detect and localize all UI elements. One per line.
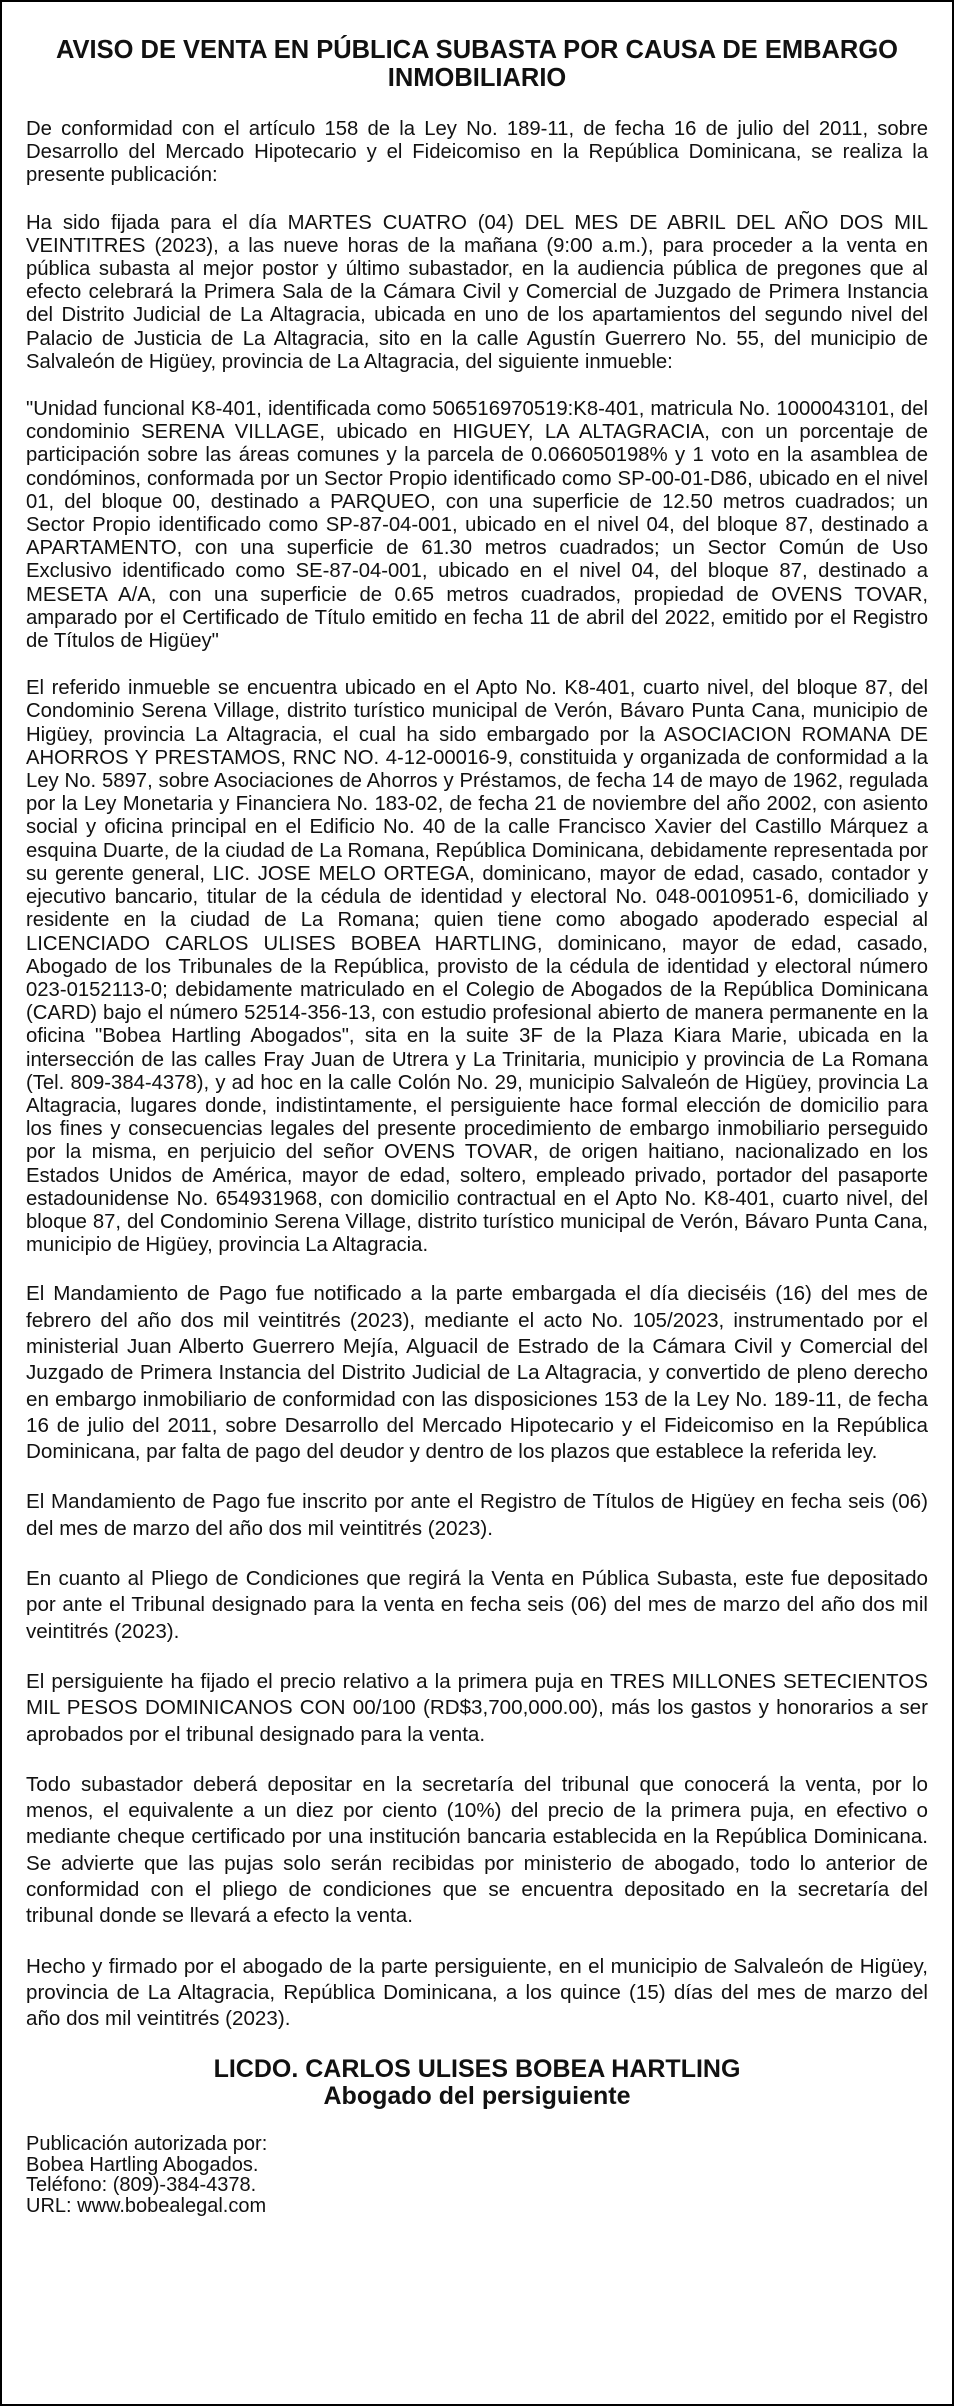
footer-url: URL: www.bobealegal.com [26, 2194, 267, 2217]
notice-body-loose [26, 1281, 928, 2032]
notice-body-dense [26, 118, 928, 1257]
footer-phone: Teléfono: (809)-384-4378. [26, 2174, 257, 2197]
footer-firm: Bobea Hartling Abogados. [26, 2153, 259, 2176]
paragraph-intro: De conformidad con el artículo 158 de la Ley No. 189-11, de fecha 16 de julio del 2011, sobre Desarrollo del Mercado Hipotecario y el Fideicomiso en la República Dominicana, se realiza la presente publicación: [26, 118, 928, 187]
publication-footer [26, 2134, 928, 2216]
paragraph-conditions: En cuanto al Pliego de Condiciones que regirá la Venta en Pública Subasta, este fue depositado por ante el Tribunal designado para la venta en fecha seis (06) del mes de marzo del año dos mil veintitrés (2023). [26, 1567, 928, 1643]
paragraph-auction-date: Ha sido fijada para el día MARTES CUATRO (04) DEL MES DE ABRIL DEL AÑO DOS MIL VEINTITRES (2023), a las nueve horas de la mañana (9:00 a.m.), para proceder a la venta en pública subasta al mejor postor y último subastador, en la audiencia pública de pregones que al efecto celebrará la Primera Sala de la Cámara Civil y Comercial de Juzgado de Primera Instancia del Distrito Judicial de La Altagracia, ubicada en uno de los apartamientos del segundo nivel del Palacio de Justicia de La Altagracia, sito en la calle Agustín Guerrero No. 55, del municipio de Salvaleón de Higüey, provincia de La Altagracia, del siguiente inmueble: [26, 211, 928, 373]
paragraph-payment-notice: El Mandamiento de Pago fue notificado a la parte embargada el día dieciséis (16) del mes de febrero del año dos mil veintitrés (2023), mediante el acto No. 105/2023, instrumentado por el ministerial Juan Alberto Guerrero Mejía, Alguacil de Estrado de la Cámara Civil y Comercial del Juzgado de Primera Instancia del Distrito Judicial de La Altagracia, y convertido de pleno derecho en embargo inmobiliario de conformidad con las disposiciones 153 de la Ley No. 189-11, de fecha 16 de julio del 2011, sobre Desarrollo del Mercado Hipotecario y el Fideicomiso en la República Dominicana, par falta de pago del deudor y dentro de los plazos que establece la referida ley. [26, 1282, 928, 1464]
signature-name: LICDO. CARLOS ULISES BOBEA HARTLING [213, 2055, 741, 2084]
signature-role: Abogado del persiguiente [323, 2082, 631, 2111]
paragraph-price: El persiguiente ha fijado el precio relativo a la primera puja en TRES MILLONES SETECIENTOS MIL PESOS DOMINICANOS CON 00/100 (RD$3,700,000.00), más los gastos y honorarios a ser aprobados por el tribunal designado para la venta. [26, 1669, 928, 1746]
paragraph-property-description: "Unidad funcional K8-401, identificada como 506516970519:K8-401, matricula No. 1000043101, del condominio SERENA VILLAGE, ubicado en HIGUEY, LA ALTAGRACIA, con un porcentaje de participación sobre las áreas comunes y la parcela de 0.066050198% y 1 voto en la asamblea de condóminos, conformada por un Sector Propio identificado como SP-00-01-D86, ubicado en el nivel 01, del bloque 00, destinado a PARQUEO, con una superficie de 12.50 metros cuadrados; un Sector Propio identificado como SP-87-04-001, ubicado en el nivel 04, del bloque 87, destinado a APARTAMENTO, con una superficie de 61.30 metros cuadrados; un Sector Común de Uso Exclusivo identificado como SE-87-04-001, ubicado en el nivel 04, del bloque 87, destinado a MESETA A/A, con una superficie de 0.65 metros cuadrados, propiedad de OVENS TOVAR, amparado por el Certificado de Título emitido en fecha 11 de abril del 2022, emitido por el Registro de Títulos de Higüey" [26, 398, 928, 653]
paragraph-payment-registration: El Mandamiento de Pago fue inscrito por ante el Registro de Títulos de Higüey en fecha seis (06) del mes de marzo del año dos mil veintitrés (2023). [26, 1490, 928, 1540]
notice-title: AVISO DE VENTA EN PÚBLICA SUBASTA POR CAUSA DE EMBARGO INMOBILIARIO [55, 36, 899, 92]
paragraph-signed: Hecho y firmado por el abogado de la parte persiguiente, en el municipio de Salvaleón de Higüey, provincia de La Altagracia, República Dominicana, a los quince (15) días del mes de marzo del año dos mil veintitrés (2023). [26, 1954, 928, 2031]
paragraph-seizure-details: El referido inmueble se encuentra ubicado en el Apto No. K8-401, cuarto nivel, del bloque 87, del Condominio Serena Village, distrito turístico municipal de Verón, Bávaro Punta Cana, municipio de Higüey, provincia La Altagracia, el cual ha sido embargado por la ASOCIACION ROMANA DE AHORROS Y PRESTAMOS, RNC NO. 4-12-00016-9, constituida y organizada de conformidad a la Ley No. 5897, sobre Asociaciones de Ahorros y Préstamos, de fecha 14 de mayo de 1962, regulada por la Ley Monetaria y Financiera No. 183-02, de fecha 21 de noviembre del año 2002, con asiento social y oficina principal en el Edificio No. 40 de la calle Francisco Xavier del Castillo Márquez a esquina Duarte, de la ciudad de La Romana, República Dominicana, debidamente representada por su gerente general, LIC. JOSE MELO ORTEGA, dominicano, mayor de edad, casado, contador y ejecutivo bancario, titular de la cédula de identidad y electoral No. 048-0010951-6, domiciliado y residente en la ciudad de La Romana; quien tiene como abogado apoderado especial al LICENCIADO CARLOS ULISES BOBEA HARTLING, dominicano, mayor de edad, casado, Abogado de los Tribunales de la República, provisto de la cédula de identidad y electoral número 023-0152113-0; debidamente matriculado en el Colegio de Abogados de la República Dominicana (CARD) bajo el número 52514-356-13, con estudio profesional abierto de manera permanente en la oficina "Bobea Hartling Abogados", sita en la suite 3F de la Plaza Kiara Marie, ubicada en la intersección de las calles Fray Juan de Utrera y La Trinitaria, municipio y provincia de La Romana (Tel. 809-384-4378), y ad hoc en la calle Colón No. 29, municipio Salvaleón de Higüey, provincia La Altagracia, lugares donde, indistintamente, el persiguiente hace formal elección de domicilio para los fines y consecuencias legales del presente procedimiento de embargo inmobiliario perseguido por la misma, en perjuicio del señor OVENS TOVAR, de origen haitiano, nacionalizado en los Estados Unidos de América, mayor de edad, soltero, empleado privado, portador del pasaporte estadounidense No. 654931968, con domicilio contractual en el Apto No. K8-401, cuarto nivel, del bloque 87, del Condominio Serena Village, distrito turístico municipal de Verón, Bávaro Punta Cana, municipio de Higüey, provincia La Altagracia. [26, 677, 928, 1257]
paragraph-deposit: Todo subastador deberá depositar en la secretaría del tribunal que conocerá la venta, por lo menos, el equivalente a un diez por ciento (10%) del precio de la primera puja, en efectivo o mediante cheque certificado por una institución bancaria establecida en la República Dominicana. Se advierte que las pujas solo serán recibidas por ministerio de abogado, todo lo anterior de conformidad con el pliego de condiciones que se encuentra depositado en la secretaría del tribunal donde se llevará a efecto la venta. [26, 1772, 928, 1928]
signature-block [26, 2056, 928, 2110]
footer-authorized: Publicación autorizada por: [26, 2133, 268, 2156]
